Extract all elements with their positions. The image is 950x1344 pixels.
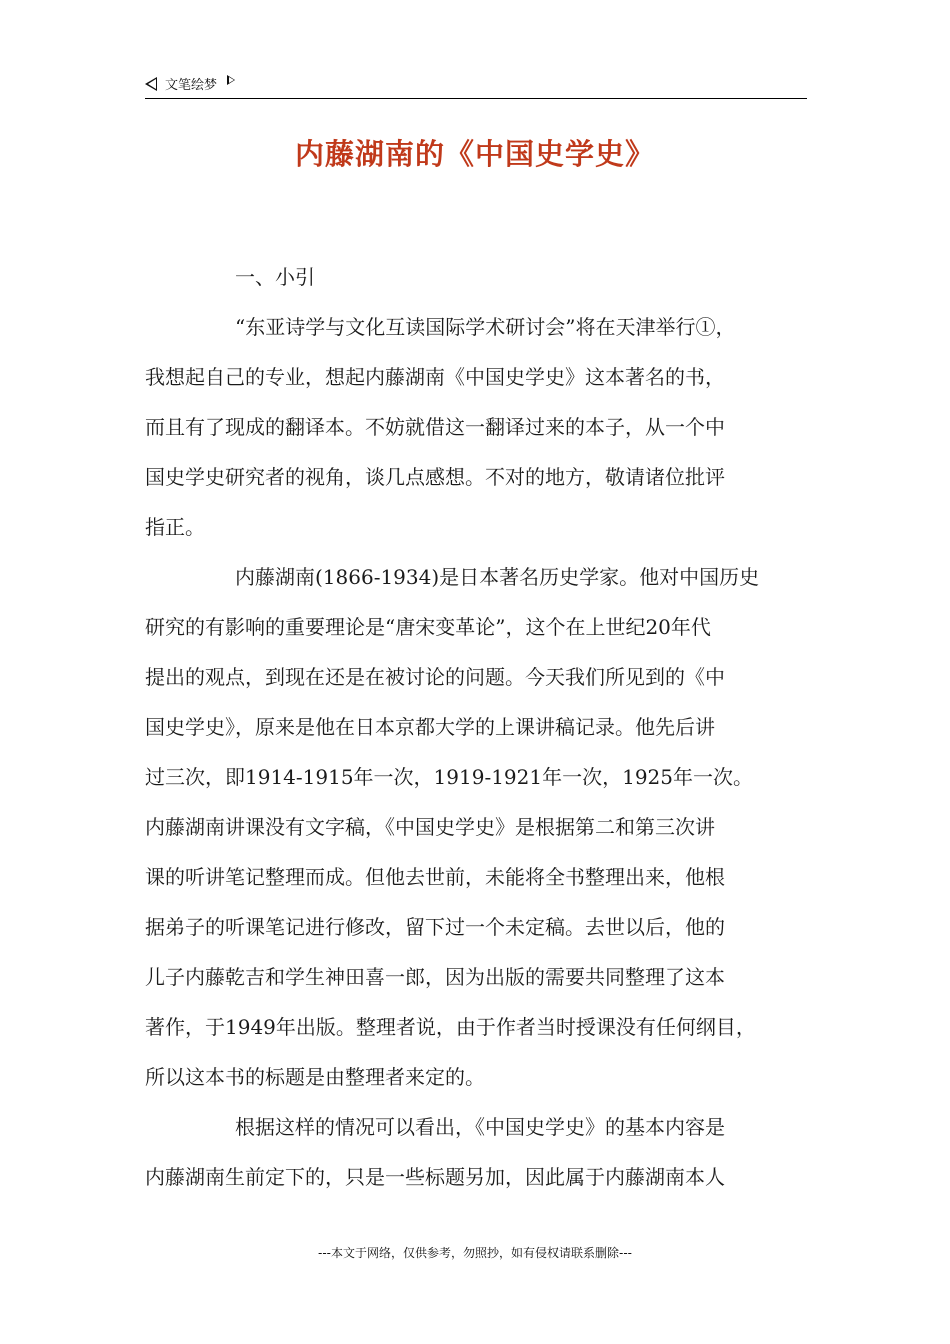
paragraph-line: 而且有了现成的翻译本。不妨就借这一翻译过来的本子，从一个中 <box>145 415 725 439</box>
triangle-left-icon <box>145 77 157 91</box>
paragraph-line: 据弟子的听课笔记进行修改，留下过一个未定稿。去世以后，他的 <box>145 915 725 939</box>
document-title: 内藤湖南的《中国史学史》 <box>294 137 655 171</box>
paragraph-line: 内藤湖南讲课没有文字稿，《中国史学史》是根据第二和第三次讲 <box>145 815 715 839</box>
document-body <box>145 252 807 1202</box>
paragraph-line: 国史学史研究者的视角，谈几点感想。不对的地方，敬请诸位批评 <box>145 465 725 489</box>
paragraph-line: 根据这样的情况可以看出，《中国史学史》的基本内容是 <box>235 1115 725 1139</box>
paragraph-line: 过三次，即1914-1915年一次，1919-1921年一次，1925年一次。 <box>145 765 754 789</box>
paragraph-line: “东亚诗学与文化互读国际学术研讨会”将在天津举行①， <box>235 315 736 339</box>
paragraph-line: 儿子内藤乾吉和学生神田喜一郎，因为出版的需要共同整理了这本 <box>145 965 725 989</box>
page-footer-notice: ---本文于网络，仅供参考，勿照抄，如有侵权请联系删除--- <box>318 1246 632 1260</box>
paragraph-line: 国史学史》，原来是他在日本京都大学的上课讲稿记录。他先后讲 <box>145 715 715 739</box>
triangle-right-icon <box>227 75 235 85</box>
paragraph-line: 所以这本书的标题是由整理者来定的。 <box>145 1065 485 1089</box>
paragraph-line: 内藤湖南生前定下的，只是一些标题另加，因此属于内藤湖南本人 <box>145 1165 725 1189</box>
header-brand-label: 文笔绘梦 <box>165 78 218 93</box>
paragraph-line: 研究的有影响的重要理论是“唐宋变革论”，这个在上世纪20年代 <box>145 615 711 639</box>
section-heading: 一、小引 <box>235 265 315 289</box>
paragraph-line: 内藤湖南(1866-1934)是日本著名历史学家。他对中国历史 <box>235 565 760 589</box>
page-header <box>145 72 807 99</box>
paragraph-line: 提出的观点，到现在还是在被讨论的问题。今天我们所见到的《中 <box>145 665 725 689</box>
paragraph-line: 著作，于1949年出版。整理者说，由于作者当时授课没有任何纲目， <box>145 1015 756 1039</box>
paragraph-line: 我想起自己的专业，想起内藤湖南《中国史学史》这本著名的书， <box>145 365 725 389</box>
paragraph-line: 指正。 <box>145 515 205 539</box>
header-brand-group <box>145 74 235 93</box>
paragraph-line: 课的听讲笔记整理而成。但他去世前，未能将全书整理出来，他根 <box>145 865 725 889</box>
